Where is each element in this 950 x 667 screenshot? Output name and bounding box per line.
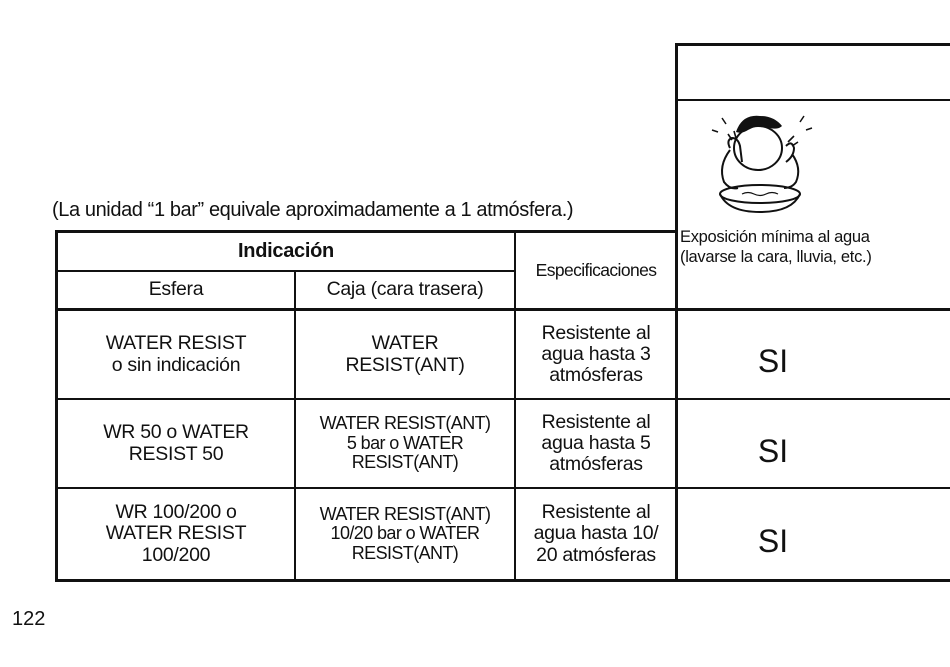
row-1-esfera xyxy=(58,311,294,398)
exposure-top-border xyxy=(676,43,950,46)
row-2-esfera-text: WR 50 o WATER RESIST 50 xyxy=(103,421,249,465)
row-3-caja xyxy=(296,489,514,579)
face-washing-icon xyxy=(708,110,828,215)
row-1-esfera-text: WATER RESIST o sin indicación xyxy=(105,332,247,376)
row-1-caja xyxy=(296,311,514,398)
header-especificaciones xyxy=(516,233,676,308)
exposure-caption: Exposición mínima al agua (lavarse la cara, lluvia, etc.) xyxy=(680,228,872,266)
header-caja xyxy=(296,272,514,308)
header-caja-label: Caja (cara trasera) xyxy=(326,278,484,301)
row-2-especificaciones-text: Resistente al agua hasta 5 atmósferas xyxy=(541,410,651,476)
row-2-especificaciones xyxy=(516,400,676,487)
row-1-exposicion xyxy=(678,318,868,405)
header-esfera xyxy=(58,272,294,308)
row-3-especificaciones xyxy=(516,489,676,579)
row-3-exposicion xyxy=(678,496,868,586)
header-esfera-label: Esfera xyxy=(148,278,204,301)
row-3-caja-text: WATER RESIST(ANT) 10/20 bar o WATER RESIST(ANT) xyxy=(319,503,491,563)
row-3-esfera xyxy=(58,489,294,579)
row-1-especificaciones xyxy=(516,311,676,398)
row-1-exposicion-text: SI xyxy=(757,343,789,380)
row-2-exposicion xyxy=(678,408,868,495)
row-1-especificaciones-text: Resistente al agua hasta 3 atmósferas xyxy=(541,321,651,387)
row-2-exposicion-text: SI xyxy=(757,433,789,470)
row-3-esfera-text: WR 100/200 o WATER RESIST 100/200 xyxy=(105,501,247,566)
row-1-caja-text: WATER RESIST(ANT) xyxy=(345,332,465,376)
row-3-especificaciones-text: Resistente al agua hasta 10/ 20 atmósferas xyxy=(533,501,659,566)
row-2-caja-text: WATER RESIST(ANT) 5 bar o WATER RESIST(ANT) xyxy=(319,413,491,473)
row-2-caja xyxy=(296,400,514,487)
row-3-exposicion-text: SI xyxy=(757,522,789,559)
row-2-esfera xyxy=(58,400,294,487)
header-indicacion-label: Indicación xyxy=(238,239,334,262)
unit-note: (La unidad “1 bar” equivale aproximadamente a 1 atmósfera.) xyxy=(52,199,574,221)
header-indicacion xyxy=(58,233,514,270)
exposure-subheader-border xyxy=(676,99,950,101)
header-especificaciones-label: Especificaciones xyxy=(535,260,657,281)
page-number: 122 xyxy=(12,608,46,630)
